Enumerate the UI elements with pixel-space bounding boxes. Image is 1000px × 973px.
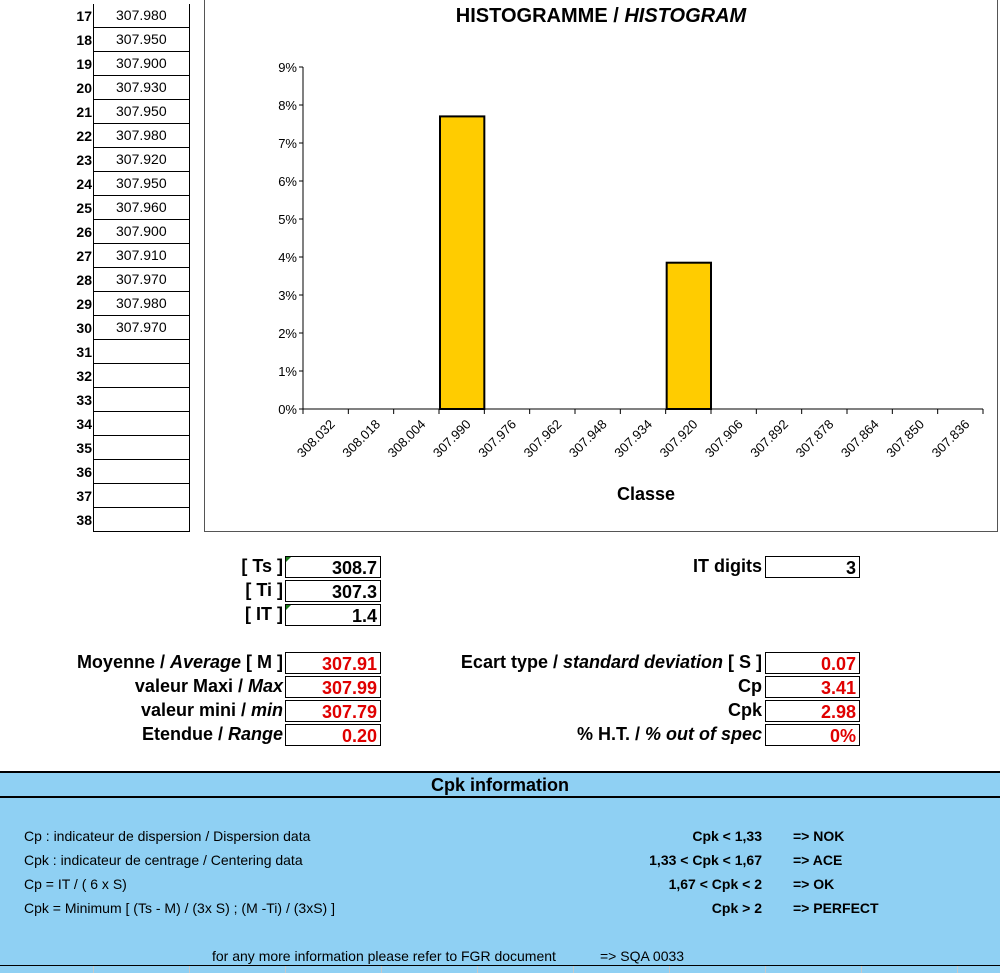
max-label-fr: valeur Maxi / <box>134 676 248 696</box>
out-of-spec-label-en: % out of spec <box>644 724 762 744</box>
x-tick-label: 307.864 <box>837 416 882 461</box>
gridline <box>765 966 766 973</box>
it-label: [ IT ] <box>245 604 283 624</box>
ts-label: [ Ts ] <box>241 556 283 576</box>
data-cell-value: 307.950 <box>116 103 167 119</box>
gridline <box>381 966 382 973</box>
histogram-bar <box>440 116 484 409</box>
data-cell[interactable] <box>93 76 190 100</box>
rule-result-4: => PERFECT <box>793 900 879 916</box>
it-digits-label: IT digits <box>693 556 762 576</box>
it-comment-marker <box>286 605 291 610</box>
info-line-1: Cp : indicateur de dispersion / Dispersion data <box>24 828 311 844</box>
data-cell[interactable] <box>93 148 190 172</box>
data-cell[interactable] <box>93 364 190 388</box>
gridline <box>189 966 190 973</box>
sheet-bottom-border <box>0 965 1000 966</box>
y-tick-label: 0% <box>278 402 297 417</box>
x-tick-label: 308.004 <box>384 416 429 461</box>
info-line-4: Cpk = Minimum [ (Ts - M) / (3x S) ; (M -Ti) / (3xS) ] <box>24 900 335 916</box>
x-tick-label: 307.934 <box>611 416 656 461</box>
cpk-label: Cpk <box>727 700 762 720</box>
data-cell-value: 307.910 <box>116 247 167 263</box>
y-tick-label: 2% <box>278 326 297 341</box>
ti-label: [ Ti ] <box>245 580 283 600</box>
x-tick-label: 307.906 <box>701 416 746 461</box>
data-cell[interactable] <box>93 268 190 292</box>
std-dev-label <box>400 652 762 673</box>
rule-result-1: => NOK <box>793 828 845 844</box>
row-number: 25 <box>76 200 92 216</box>
std-dev-label-sym: [ S ] <box>723 652 762 672</box>
data-cell[interactable] <box>93 340 190 364</box>
y-tick-label: 9% <box>278 60 297 75</box>
data-cell[interactable] <box>93 316 190 340</box>
row-number: 19 <box>76 56 92 72</box>
data-cell[interactable] <box>93 460 190 484</box>
average-value: 307.91 <box>285 652 381 674</box>
y-tick-label: 6% <box>278 174 297 189</box>
gridline <box>477 966 478 973</box>
average-label-sym: [ M ] <box>241 652 283 672</box>
average-label-fr: Moyenne / <box>76 652 170 672</box>
it-value-cell[interactable]: 1.4 <box>285 604 381 626</box>
x-tick-label: 307.990 <box>429 416 474 461</box>
chart-plot <box>205 0 997 530</box>
x-tick-label: 308.032 <box>293 416 338 461</box>
data-cell[interactable] <box>93 100 190 124</box>
max-label <box>20 676 283 697</box>
cp-value: 3.41 <box>765 676 860 698</box>
min-label <box>20 700 283 721</box>
data-cell-value: 307.980 <box>116 127 167 143</box>
chart-title-italic: HISTOGRAM <box>624 5 747 27</box>
data-cell[interactable] <box>93 412 190 436</box>
data-cell[interactable] <box>93 388 190 412</box>
data-cell-value: 307.920 <box>116 151 167 167</box>
x-tick-label: 307.962 <box>520 416 565 461</box>
ts-comment-marker <box>286 557 291 562</box>
row-number: 34 <box>76 416 92 432</box>
info-footer: for any more information please refer to FGR document <box>212 948 556 964</box>
row-number: 22 <box>76 128 92 144</box>
row-number: 28 <box>76 272 92 288</box>
data-cell[interactable] <box>93 436 190 460</box>
rule-result-3: => OK <box>793 876 835 892</box>
x-tick-label: 307.878 <box>792 416 837 461</box>
data-cell-value: 307.980 <box>116 295 167 311</box>
cpk-info-title: Cpk information <box>0 771 1000 798</box>
data-cell-value: 307.970 <box>116 319 167 335</box>
cp-label: Cp <box>738 676 762 696</box>
row-number: 35 <box>76 440 92 456</box>
row-number: 36 <box>76 464 92 480</box>
min-value: 307.79 <box>285 700 381 722</box>
x-tick-label: 307.892 <box>747 416 792 461</box>
row-number: 30 <box>76 320 92 336</box>
x-tick-label: 307.836 <box>928 416 973 461</box>
range-label <box>20 724 283 745</box>
rule-cond-3: 1,67 < Cpk < 2 <box>668 876 762 892</box>
cpk-info-panel <box>0 771 1000 973</box>
gridline <box>669 966 670 973</box>
data-cell-value: 307.900 <box>116 55 167 71</box>
data-cell[interactable] <box>93 292 190 316</box>
data-cell-value: 307.900 <box>116 223 167 239</box>
max-label-en: Max <box>247 676 283 696</box>
x-tick-label: 307.976 <box>475 416 520 461</box>
y-tick-label: 1% <box>278 364 297 379</box>
data-cell[interactable] <box>93 28 190 52</box>
data-cell-value: 307.970 <box>116 271 167 287</box>
data-cell[interactable] <box>93 124 190 148</box>
histogram-bar <box>667 263 711 409</box>
data-cell-value: 307.930 <box>116 79 167 95</box>
histogram-chart <box>204 0 998 532</box>
gridline <box>285 966 286 973</box>
data-cell[interactable] <box>93 244 190 268</box>
average-label <box>20 652 283 673</box>
range-value: 0.20 <box>285 724 381 746</box>
min-label-en: min <box>250 700 283 720</box>
info-footer-ref: => SQA 0033 <box>600 948 685 964</box>
data-cell-value: 307.960 <box>116 199 167 215</box>
row-number: 24 <box>76 176 92 192</box>
row-number: 23 <box>76 152 92 168</box>
std-dev-value: 0.07 <box>765 652 860 674</box>
ti-value-cell[interactable]: 307.3 <box>285 580 381 602</box>
x-tick-label: 307.850 <box>883 416 928 461</box>
gridline <box>573 966 574 973</box>
average-label-en: Average <box>169 652 241 672</box>
data-cell[interactable] <box>93 52 190 76</box>
range-label-fr: Etendue / <box>141 724 228 744</box>
data-cell[interactable] <box>93 172 190 196</box>
row-number: 38 <box>76 512 92 528</box>
row-number: 20 <box>76 80 92 96</box>
data-cell[interactable] <box>93 4 190 28</box>
max-value: 307.99 <box>285 676 381 698</box>
std-dev-label-fr: Ecart type / <box>460 652 563 672</box>
row-number: 37 <box>76 488 92 504</box>
data-cell-value: 307.950 <box>116 175 167 191</box>
row-number: 17 <box>76 8 92 24</box>
row-number: 33 <box>76 392 92 408</box>
out-of-spec-label <box>400 724 762 745</box>
y-tick-label: 4% <box>278 250 297 265</box>
rule-result-2: => ACE <box>793 852 843 868</box>
row-number: 26 <box>76 224 92 240</box>
info-line-3: Cp = IT / ( 6 x S) <box>24 876 127 892</box>
x-tick-label: 307.948 <box>565 416 610 461</box>
out-of-spec-value: 0% <box>765 724 860 746</box>
chart-title-main: HISTOGRAMME / <box>455 5 625 27</box>
data-cell[interactable] <box>93 508 190 532</box>
chart-x-axis-label: Classe <box>617 484 676 504</box>
ts-value-cell[interactable]: 308.7 <box>285 556 381 578</box>
cpk-value: 2.98 <box>765 700 860 722</box>
data-cell-value: 307.980 <box>116 7 167 23</box>
it-digits-cell[interactable]: 3 <box>765 556 860 578</box>
min-label-fr: valeur mini / <box>140 700 251 720</box>
row-number: 21 <box>76 104 92 120</box>
y-tick-label: 8% <box>278 98 297 113</box>
rule-cond-1: Cpk < 1,33 <box>692 828 762 844</box>
out-of-spec-label-fr: % H.T. / <box>576 724 645 744</box>
x-tick-label: 308.018 <box>339 416 384 461</box>
rule-cond-4: Cpk > 2 <box>711 900 762 916</box>
range-label-en: Range <box>227 724 283 744</box>
x-tick-label: 307.920 <box>656 416 701 461</box>
row-number: 32 <box>76 368 92 384</box>
y-tick-label: 3% <box>278 288 297 303</box>
gridline <box>861 966 862 973</box>
row-number: 31 <box>76 344 92 360</box>
y-tick-label: 7% <box>278 136 297 151</box>
row-number: 29 <box>76 296 92 312</box>
data-cell[interactable] <box>93 196 190 220</box>
std-dev-label-en: standard deviation <box>562 652 723 672</box>
rule-cond-2: 1,33 < Cpk < 1,67 <box>649 852 762 868</box>
data-cell-value: 307.950 <box>116 31 167 47</box>
row-number: 27 <box>76 248 92 264</box>
data-cell[interactable] <box>93 220 190 244</box>
data-cell[interactable] <box>93 484 190 508</box>
row-number: 18 <box>76 32 92 48</box>
y-tick-label: 5% <box>278 212 297 227</box>
info-line-2: Cpk : indicateur de centrage / Centering data <box>24 852 303 868</box>
gridline <box>93 966 94 973</box>
gridline <box>957 966 958 973</box>
